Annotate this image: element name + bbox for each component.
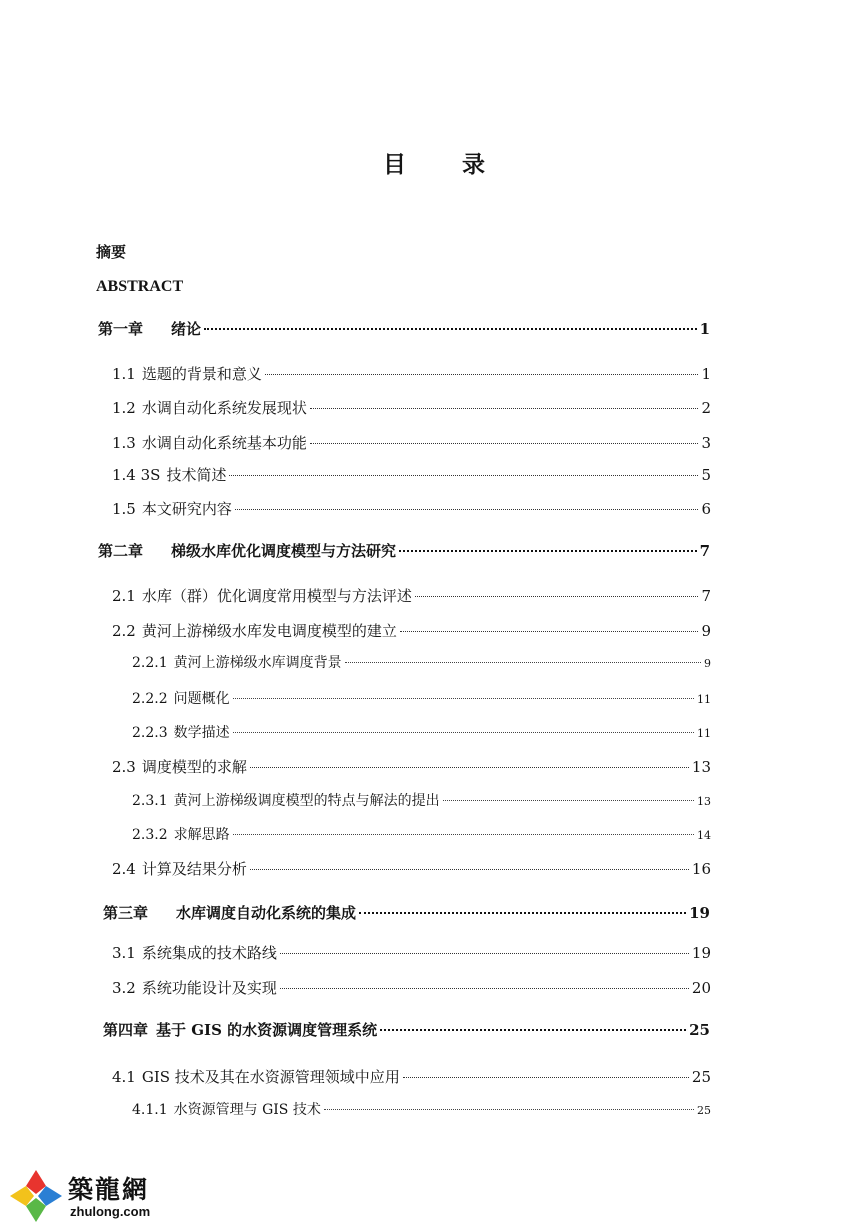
toc-page-number: 11	[697, 693, 711, 706]
toc-entry-text: 调度模型的求解	[141, 758, 247, 776]
toc-entry-label	[132, 1099, 321, 1121]
toc-entry-number: 第一章	[98, 320, 144, 338]
toc-leader-dots	[400, 631, 699, 632]
toc-entry-number: 1.1	[112, 365, 136, 383]
toc-page-number: 5	[701, 466, 711, 484]
toc-entry-text: 技术简述	[166, 466, 227, 484]
toc-page-number: 9	[701, 622, 711, 640]
toc-page-number: 7	[701, 587, 711, 605]
toc-entry-number: 2.2.1	[132, 655, 168, 671]
toc-entry-text: GIS 技术及其在水资源管理领域中应用	[141, 1068, 400, 1086]
toc-entry-label	[103, 1019, 377, 1041]
toc-leader-dots	[235, 509, 699, 510]
toc-entry-text: 计算及结果分析	[141, 860, 247, 878]
toc-entry-text: 水调自动化系统基本功能	[141, 434, 307, 452]
toc-entry[interactable]	[112, 498, 711, 520]
toc-entry-number: 2.2.2	[132, 691, 168, 707]
toc-entry[interactable]	[112, 397, 711, 419]
toc-page-number: 25	[691, 1068, 711, 1086]
toc-entry-text: 水库（群）优化调度常用模型与方法评述	[141, 587, 412, 605]
toc-entry-number: 2.2	[112, 622, 136, 640]
toc-page-number: 7	[699, 542, 710, 560]
toc-entry[interactable]	[112, 464, 711, 486]
toc-entry-label	[112, 432, 307, 454]
toc-entry-text: 黄河上游梯级水库发电调度模型的建立	[141, 622, 397, 640]
toc-entry-label	[112, 363, 262, 385]
toc-leader-dots	[345, 662, 701, 663]
toc-entry-text: 数学描述	[173, 725, 230, 741]
toc-page-number: 6	[701, 500, 711, 518]
toc-leader-dots	[204, 328, 697, 330]
toc-entry-text: 水资源管理与 GIS 技术	[173, 1102, 321, 1118]
toc-entry-number: 2.3.1	[132, 793, 168, 809]
toc-entry-label	[132, 688, 230, 710]
toc-leader-dots	[233, 732, 694, 733]
abstract-en-entry: ABSTRACT	[96, 278, 184, 295]
toc-entry[interactable]	[112, 942, 711, 964]
toc-entry-number: 1.4 3S	[112, 466, 161, 484]
toc-entry-label	[112, 464, 226, 486]
toc-entry[interactable]	[112, 858, 711, 880]
watermark-name: 築龍網	[68, 1175, 150, 1204]
watermark-site: zhulong.com	[70, 1204, 151, 1219]
toc-entry-label	[132, 824, 230, 846]
toc-entry-label	[112, 585, 412, 607]
toc-entry-number: 3.2	[112, 979, 136, 997]
toc-entry[interactable]	[103, 1019, 710, 1041]
title-char-right: 录	[462, 151, 485, 178]
toc-page-number: 9	[704, 657, 711, 670]
toc-entry-number: 第二章	[98, 542, 144, 560]
toc-entry-label	[132, 652, 342, 674]
toc-leader-dots	[399, 550, 697, 552]
toc-leader-dots	[403, 1077, 689, 1078]
toc-entry-number: 第三章	[103, 904, 149, 922]
toc-entry-text: 黄河上游梯级水库调度背景	[173, 655, 342, 671]
toc-entry-text: 求解思路	[173, 827, 230, 843]
toc-leader-dots	[359, 912, 686, 914]
toc-entry-number: 1.2	[112, 399, 136, 417]
toc-entry-text: 系统功能设计及实现	[141, 979, 277, 997]
toc-entry[interactable]	[132, 652, 711, 674]
toc-entry-number: 3.1	[112, 944, 136, 962]
toc-entry[interactable]	[112, 585, 711, 607]
toc-entry-label	[112, 942, 277, 964]
toc-entry-label	[112, 1066, 400, 1088]
toc-leader-dots	[324, 1109, 694, 1110]
toc-page-number: 19	[691, 944, 711, 962]
toc-entry-text: 水调自动化系统发展现状	[141, 399, 307, 417]
toc-entry-label	[112, 498, 232, 520]
toc-entry-number: 2.1	[112, 587, 136, 605]
toc-entry-label	[112, 397, 307, 419]
toc-entry[interactable]	[132, 1099, 711, 1121]
toc-entry[interactable]	[98, 540, 710, 562]
toc-entry[interactable]	[112, 432, 711, 454]
toc-entry-text: 选题的背景和意义	[141, 365, 262, 383]
toc-entry[interactable]	[112, 363, 711, 385]
zhulong-watermark	[8, 1168, 188, 1224]
toc-page-number: 20	[691, 979, 711, 997]
toc-entry-text: 基于 GIS 的水资源调度管理系统	[156, 1021, 378, 1039]
toc-page-number: 1	[699, 320, 710, 338]
toc-entry-number: 1.3	[112, 434, 136, 452]
toc-leader-dots	[233, 834, 694, 835]
toc-entry-label	[112, 977, 277, 999]
toc-entry-text: 系统集成的技术路线	[141, 944, 277, 962]
toc-entry-number: 4.1.1	[132, 1102, 168, 1118]
toc-entry-text: 本文研究内容	[141, 500, 232, 518]
toc-entry-label	[132, 722, 230, 744]
toc-page-number: 3	[701, 434, 711, 452]
toc-entry[interactable]	[112, 756, 711, 778]
toc-leader-dots	[265, 374, 699, 375]
page-title	[0, 146, 868, 179]
toc-leader-dots	[310, 443, 699, 444]
toc-leader-dots	[415, 596, 699, 597]
toc-leader-dots	[280, 988, 689, 989]
toc-entry-number: 第四章	[103, 1021, 149, 1039]
toc-entry-label	[98, 318, 201, 340]
toc-entry-number: 1.5	[112, 500, 136, 518]
toc-entry-number: 2.4	[112, 860, 136, 878]
title-char-left: 目	[383, 151, 406, 178]
zhulong-logo-icon	[8, 1168, 64, 1224]
toc-entry-text: 梯级水库优化调度模型与方法研究	[171, 542, 397, 560]
toc-page-number: 25	[689, 1021, 710, 1039]
toc-entry-number: 2.2.3	[132, 725, 168, 741]
toc-entry[interactable]	[103, 902, 710, 924]
toc-page-number: 2	[701, 399, 711, 417]
toc-page-number: 1	[701, 365, 711, 383]
toc-entry[interactable]	[132, 688, 711, 710]
toc-entry-text: 水库调度自动化系统的集成	[176, 904, 357, 922]
toc-leader-dots	[229, 475, 698, 476]
toc-entry[interactable]	[132, 722, 711, 744]
toc-page-number: 25	[697, 1104, 711, 1117]
toc-leader-dots	[310, 408, 699, 409]
toc-entry-text: 黄河上游梯级调度模型的特点与解法的提出	[173, 793, 440, 809]
toc-entry-label	[103, 902, 356, 924]
toc-entry-text: 问题概化	[173, 691, 230, 707]
toc-entry-label	[98, 540, 396, 562]
toc-page-number: 14	[697, 829, 711, 842]
toc-page-number: 16	[691, 860, 711, 878]
toc-leader-dots	[250, 767, 689, 768]
toc-leader-dots	[443, 800, 694, 801]
toc-page-number: 11	[697, 727, 711, 740]
toc-entry-number: 2.3.2	[132, 827, 168, 843]
toc-entry[interactable]	[132, 824, 711, 846]
toc-page-number: 13	[697, 795, 711, 808]
toc-entry[interactable]	[112, 977, 711, 999]
toc-page-number: 13	[691, 758, 711, 776]
toc-entry-label	[132, 790, 440, 812]
toc-entry-number: 2.3	[112, 758, 136, 776]
toc-entry-label	[112, 620, 397, 642]
toc-entry-label	[112, 858, 247, 880]
toc-entry-label	[112, 756, 247, 778]
toc-entry[interactable]	[112, 620, 711, 642]
toc-leader-dots	[280, 953, 689, 954]
toc-entry[interactable]	[132, 790, 711, 812]
toc-leader-dots	[250, 869, 689, 870]
toc-leader-dots	[380, 1029, 686, 1031]
toc-page-number: 19	[689, 904, 710, 922]
toc-leader-dots	[233, 698, 694, 699]
toc-entry-text: 绪论	[171, 320, 202, 338]
toc-entry-number: 4.1	[112, 1068, 136, 1086]
toc-entry[interactable]	[112, 1066, 711, 1088]
toc-entry[interactable]	[98, 318, 710, 340]
abstract-cn-entry: 摘要	[96, 243, 127, 261]
